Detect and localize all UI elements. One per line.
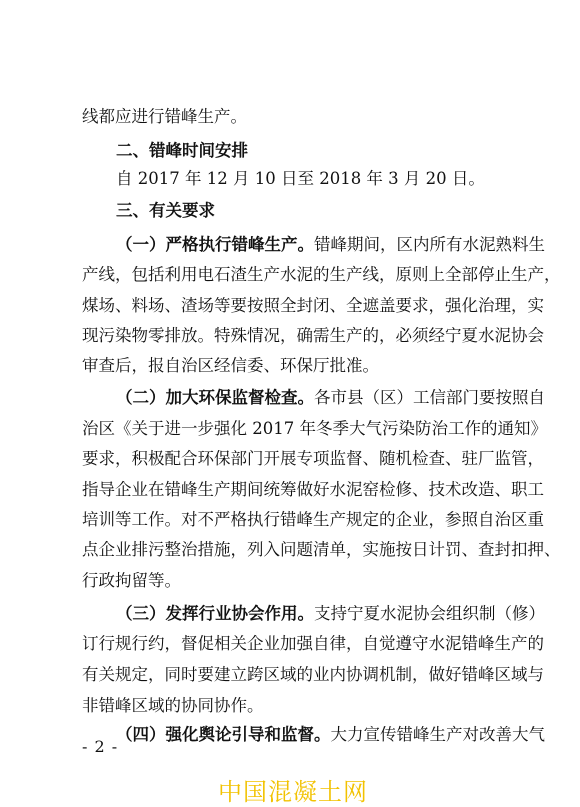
section-heading-requirements: 三、有关要求 bbox=[116, 201, 215, 220]
paragraph-line: 有关规定，同时要建立跨区域的业内协调机制，做好错峰区域与 bbox=[82, 665, 544, 684]
item-3-text: 支持宁夏水泥协会组织制（修） bbox=[314, 604, 545, 623]
watermark: 中国混凝土网 bbox=[218, 778, 368, 806]
paragraph-line: 点企业排污整治措施，列入问题清单，实施按日计罚、查封扣押、 bbox=[82, 540, 561, 559]
item-4-title: （四）强化舆论引导和监督。 bbox=[116, 725, 331, 744]
schedule-text: 自 2017 年 12 月 10 日至 2018 年 3 月 20 日。 bbox=[116, 169, 485, 188]
paragraph-line: 指导企业在错峰生产期间统筹做好水泥窑检修、技术改造、职工 bbox=[82, 480, 544, 499]
paragraph-line: 审查后，报自治区经信委、环保厅批准。 bbox=[82, 356, 379, 375]
paragraph-line: 要求，积极配合环保部门开展专项监督、随机检查、驻厂监管， bbox=[82, 449, 544, 468]
section-heading-schedule: 二、错峰时间安排 bbox=[116, 141, 248, 160]
item-3-title: （三）发挥行业协会作用。 bbox=[116, 604, 314, 623]
paragraph-line: 订行规行约，督促相关企业加强自律，自觉遵守水泥错峰生产的 bbox=[82, 634, 544, 653]
paragraph-line: 线都应进行错峰生产。 bbox=[82, 107, 247, 126]
paragraph-line: 非错峰区域的协同协作。 bbox=[82, 696, 264, 715]
paragraph-line: 行政拘留等。 bbox=[82, 571, 181, 590]
item-3-first-line bbox=[116, 604, 545, 624]
paragraph-line: 煤场、料场、渣场等要按照全封闭、全遮盖要求，强化治理，实 bbox=[82, 296, 544, 315]
paragraph-line: 培训等工作。对不严格执行错峰生产规定的企业，参照自治区重 bbox=[82, 510, 544, 529]
item-2-first-line bbox=[116, 388, 545, 408]
item-4-first-line bbox=[116, 725, 545, 745]
item-4-text: 大力宣传错峰生产对改善大气 bbox=[330, 725, 545, 744]
paragraph-line: 治区《关于进一步强化 2017 年冬季大气污染防治工作的通知》 bbox=[82, 419, 547, 438]
item-2-text: 各市县（区）工信部门要按照自 bbox=[314, 388, 545, 407]
paragraph-line: 现污染物零排放。特殊情况，确需生产的，必须经宁夏水泥协会 bbox=[82, 326, 544, 345]
item-1-first-line bbox=[116, 235, 545, 255]
page-number: - 2 - bbox=[82, 737, 119, 756]
item-1-title: （一）严格执行错峰生产。 bbox=[116, 235, 314, 254]
item-2-title: （二）加大环保监督检查。 bbox=[116, 388, 314, 407]
paragraph-line: 产线，包括利用电石渣生产水泥的生产线，原则上全部停止生产， bbox=[82, 265, 561, 284]
item-1-text: 错峰期间，区内所有水泥熟料生 bbox=[314, 235, 545, 254]
